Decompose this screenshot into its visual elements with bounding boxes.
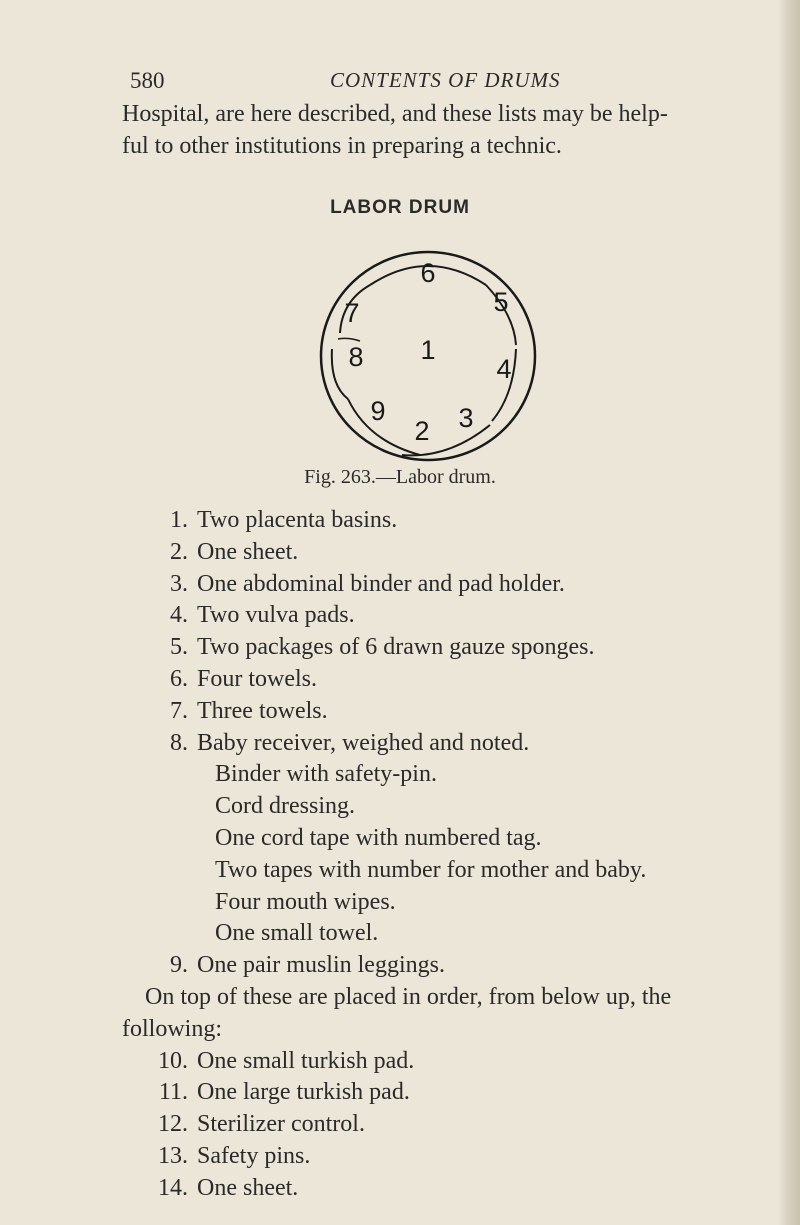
intro-line: ful to other institutions in preparing a technic. xyxy=(122,133,562,159)
figure-caption: Fig. 263.—Labor drum. xyxy=(304,466,496,488)
sub-item xyxy=(0,855,800,887)
sub-item-text: Two tapes with number for mother and baby. xyxy=(215,856,647,883)
item-number: 6. xyxy=(170,665,188,692)
paragraph-line xyxy=(0,1014,800,1046)
item-number: 1. xyxy=(170,507,188,533)
list-item xyxy=(0,664,800,696)
item-text: One small turkish pad. xyxy=(197,1047,415,1074)
list-item xyxy=(0,1077,800,1109)
item-number: 9. xyxy=(170,952,188,979)
paragraph-text: On top of these are placed in order, from below up, the xyxy=(145,983,672,1010)
intro-paragraph xyxy=(122,98,772,162)
labor-drum-figure xyxy=(308,245,548,467)
list-item xyxy=(0,1141,800,1173)
list-item xyxy=(0,505,800,537)
item-text: One sheet. xyxy=(197,1174,299,1201)
item-text: Sterilizer control. xyxy=(197,1111,365,1138)
running-title: CONTENTS OF DRUMS xyxy=(330,68,561,92)
item-text: One pair muslin leggings. xyxy=(197,952,445,979)
item-text: Safety pins. xyxy=(197,1142,311,1169)
list-item xyxy=(0,537,800,569)
item-number: 13. xyxy=(158,1142,188,1169)
item-number: 5. xyxy=(170,634,188,661)
paragraph-line xyxy=(0,982,800,1014)
list-item xyxy=(0,1046,800,1078)
item-number: 3. xyxy=(170,570,188,597)
sub-item-text: One cord tape with numbered tag. xyxy=(215,824,542,851)
item-text: Baby receiver, weighed and noted. xyxy=(197,729,530,756)
drum-label: 9 xyxy=(370,396,386,426)
item-number: 2. xyxy=(170,538,188,565)
item-number: 10. xyxy=(158,1047,188,1074)
intro-line: Hospital, are here described, and these lists may be help- xyxy=(122,101,668,127)
page-number: 580 xyxy=(130,68,165,93)
sub-item xyxy=(0,791,800,823)
list-item xyxy=(0,728,800,760)
drum-arc xyxy=(338,338,360,341)
list-item xyxy=(0,1173,800,1205)
labor-drum-diagram xyxy=(308,245,548,467)
sub-item-text: One small towel. xyxy=(215,920,379,947)
item-text: Four towels. xyxy=(197,665,317,692)
list-item xyxy=(0,950,800,982)
drum-label: 3 xyxy=(458,403,474,433)
drum-arc xyxy=(332,349,348,399)
drum-label: 6 xyxy=(420,258,436,288)
list-item xyxy=(0,632,800,664)
sub-item-text: Binder with safety-pin. xyxy=(215,761,437,788)
drum-label: 2 xyxy=(414,416,430,446)
list-item xyxy=(0,1109,800,1141)
drum-label: 4 xyxy=(496,354,512,384)
drum-label: 7 xyxy=(344,298,360,328)
item-number: 8. xyxy=(170,729,188,756)
list-item xyxy=(0,696,800,728)
item-text: One large turkish pad. xyxy=(197,1079,410,1106)
drum-label: 8 xyxy=(348,342,364,372)
item-text: Two placenta basins. xyxy=(197,507,398,533)
sub-item xyxy=(0,823,800,855)
item-number: 4. xyxy=(170,602,188,629)
sub-item xyxy=(0,887,800,919)
item-number: 7. xyxy=(170,697,188,724)
item-number: 14. xyxy=(158,1174,188,1201)
item-number: 12. xyxy=(158,1111,188,1138)
drum-label: 5 xyxy=(493,287,509,317)
section-heading: LABOR DRUM xyxy=(330,197,470,218)
sub-item-text: Four mouth wipes. xyxy=(215,888,396,915)
contents-list xyxy=(0,505,800,1205)
sub-item-text: Cord dressing. xyxy=(215,793,355,820)
sub-item xyxy=(0,918,800,950)
list-item xyxy=(0,569,800,601)
item-text: One sheet. xyxy=(197,538,299,565)
item-text: Two packages of 6 drawn gauze sponges. xyxy=(197,634,595,661)
item-text: One abdominal binder and pad holder. xyxy=(197,570,565,597)
item-number: 11. xyxy=(158,1079,188,1106)
sub-item xyxy=(0,759,800,791)
paragraph-text: following: xyxy=(122,1015,222,1042)
drum-label: 1 xyxy=(420,335,436,365)
item-text: Two vulva pads. xyxy=(197,602,355,629)
item-text: Three towels. xyxy=(197,697,328,724)
list-item xyxy=(0,600,800,632)
